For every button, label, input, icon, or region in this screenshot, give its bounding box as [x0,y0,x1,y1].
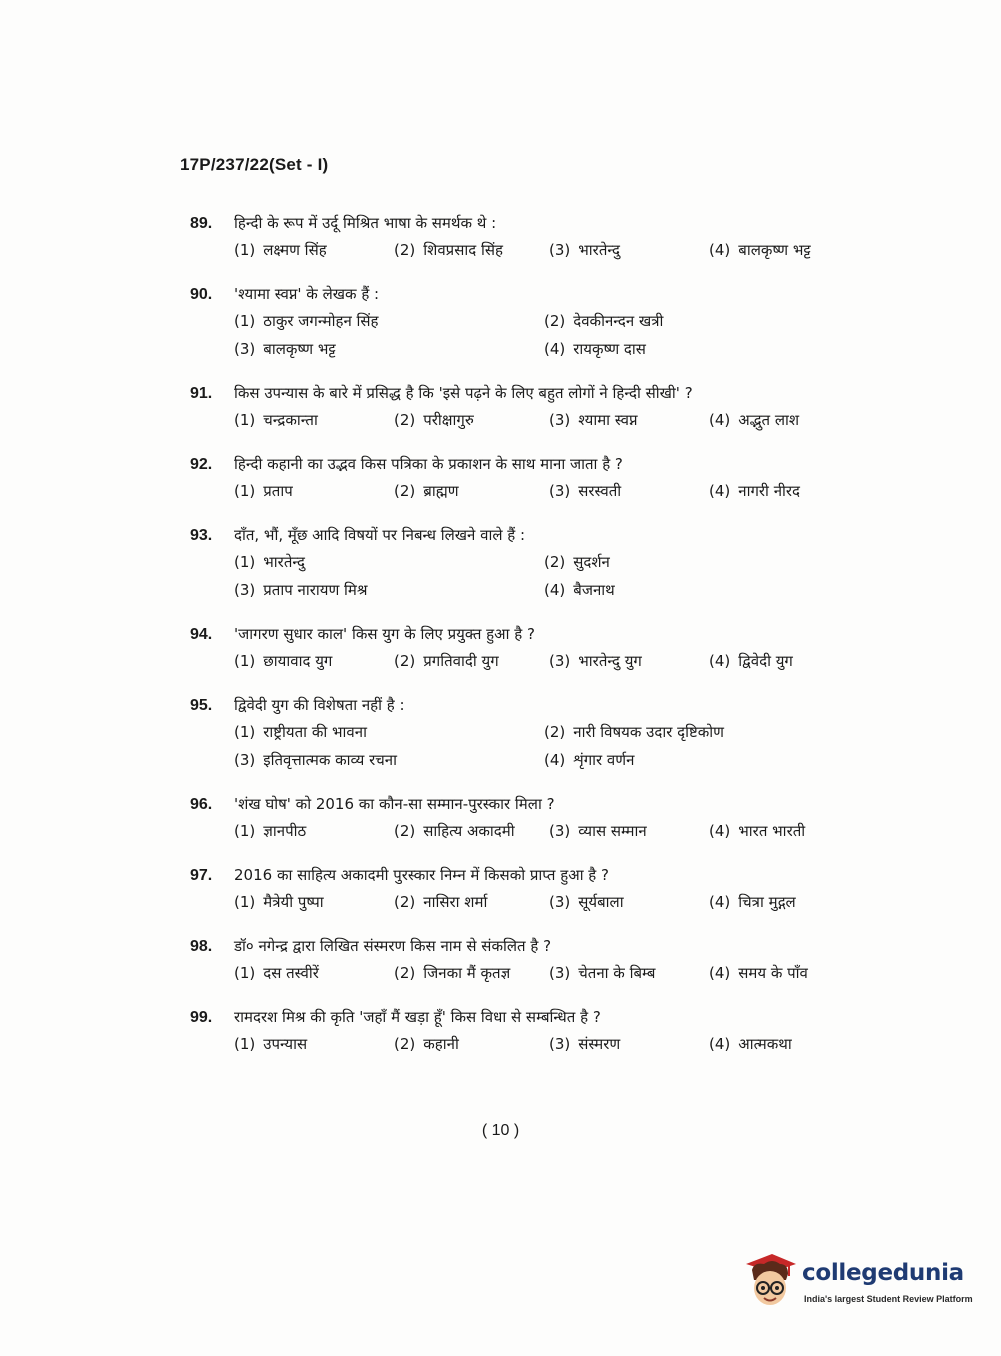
option-number: (2) [394,893,416,911]
question-text: डॉ० नगेन्द्र द्वारा लिखित संस्मरण किस नाम से संकलित है ? [234,937,552,955]
question-stem [190,935,850,957]
question-text: द्विवेदी युग की विशेषता नहीं है : [234,696,405,714]
option-text: साहित्य अकादमी [423,822,515,840]
option-number: (3) [234,340,256,358]
option-text: बालकृष्ण भट्ट [738,241,811,259]
question-number: 98. [190,938,213,955]
option-text: जिनका मैं कृतज्ञ [423,964,511,982]
option-list [234,409,850,431]
option-text: भारतेन्दु [578,241,620,259]
option-list [234,891,850,913]
option-text: प्रगतिवादी युग [423,652,499,670]
answer-option [234,650,394,672]
question-item [190,212,850,261]
option-list [234,1033,850,1055]
question-stem [190,694,850,716]
option-number: (1) [234,411,256,429]
option-text: सुदर्शन [573,553,610,571]
option-number: (4) [709,241,731,259]
option-text: भारतेन्दु [263,553,305,571]
option-text: द्विवेदी युग [738,652,793,670]
option-text: देवकीनन्दन खत्री [573,312,664,330]
option-number: (3) [549,964,571,982]
option-text: चन्द्रकान्ता [263,411,318,429]
question-number: 99. [190,1009,213,1026]
option-list [234,239,850,261]
option-number: (1) [234,553,256,571]
question-number: 89. [190,215,213,232]
answer-option [234,409,394,431]
option-number: (3) [549,241,571,259]
question-item [190,453,850,502]
answer-option [544,338,844,360]
option-number: (2) [394,822,416,840]
question-text: हिन्दी कहानी का उद्भव किस पत्रिका के प्रकाशन के साथ माना जाता है ? [234,455,623,473]
option-text: परीक्षागुरु [423,411,474,429]
option-text: भारत भारती [738,822,806,840]
question-item [190,864,850,913]
answer-option [544,749,844,771]
answer-option [234,239,394,261]
answer-option [234,721,544,743]
option-number: (3) [549,411,571,429]
option-text: भारतेन्दु युग [578,652,642,670]
option-number: (3) [549,1035,571,1053]
answer-option [234,891,394,913]
answer-option [549,409,709,431]
option-text: नागरी नीरद [738,482,801,500]
question-text: 'जागरण सुधार काल' किस युग के लिए प्रयुक्त हुआ है ? [234,625,535,643]
option-text: प्रताप नारायण मिश्र [263,581,368,599]
question-number: 94. [190,626,213,643]
answer-option [709,650,859,672]
option-number: (4) [709,411,731,429]
option-list [234,820,850,842]
option-number: (4) [709,893,731,911]
option-text: श्यामा स्वप्न [578,411,638,429]
question-list [190,212,850,1077]
option-number: (4) [709,964,731,982]
option-text: ज्ञानपीठ [263,822,307,840]
option-number: (2) [544,312,566,330]
question-item [190,623,850,672]
option-number: (1) [234,964,256,982]
option-text: बैजनाथ [573,581,615,599]
option-list [234,962,850,984]
option-list [234,551,850,601]
answer-option [709,891,859,913]
option-text: दस तस्वीरें [263,964,319,982]
question-item [190,382,850,431]
option-number: (4) [544,581,566,599]
answer-option [234,551,544,573]
option-text: इतिवृत्तात्मक काव्य रचना [263,751,397,769]
answer-option [234,579,544,601]
question-number: 95. [190,697,213,714]
option-text: समय के पाँव [738,964,808,982]
question-item [190,524,850,601]
answer-option [549,1033,709,1055]
option-text: उपन्यास [263,1035,308,1053]
answer-option [394,239,549,261]
option-number: (4) [544,340,566,358]
option-number: (3) [234,581,256,599]
question-stem [190,382,850,404]
question-text: 2016 का साहित्य अकादमी पुरस्कार निम्न में किसको प्राप्त हुआ है ? [234,866,609,884]
option-text: संस्मरण [578,1035,621,1053]
question-number: 93. [190,527,213,544]
paper-code: 17P/237/22(Set - I) [180,155,329,174]
answer-option [234,338,544,360]
answer-option [234,820,394,842]
answer-option [234,962,394,984]
option-number: (3) [234,751,256,769]
option-text: सूर्यबाला [578,893,624,911]
answer-option [394,480,549,502]
answer-option [234,749,544,771]
option-number: (2) [394,652,416,670]
option-text: चित्रा मुद्गल [738,893,796,911]
answer-option [709,480,859,502]
question-stem [190,524,850,546]
option-number: (1) [234,482,256,500]
option-text: नासिरा शर्मा [423,893,488,911]
option-number: (1) [234,822,256,840]
option-text: कहानी [423,1035,459,1053]
answer-option [394,962,549,984]
answer-option [544,721,844,743]
answer-option [394,1033,549,1055]
answer-option [549,480,709,502]
answer-option [709,820,859,842]
option-text: प्रताप [263,482,293,500]
option-text: लक्ष्मण सिंह [263,241,327,259]
answer-option [549,650,709,672]
mascot-icon [742,1250,798,1312]
question-text: हिन्दी के रूप में उर्दू मिश्रित भाषा के समर्थक थे : [234,214,497,232]
option-text: बालकृष्ण भट्ट [263,340,336,358]
option-text: चेतना के बिम्ब [578,964,656,982]
option-text: शिवप्रसाद सिंह [423,241,503,259]
option-number: (2) [394,1035,416,1053]
answer-option [549,891,709,913]
option-number: (2) [394,964,416,982]
option-text: राष्ट्रीयता की भावना [263,723,367,741]
option-number: (1) [234,241,256,259]
question-item [190,694,850,771]
answer-option [234,1033,394,1055]
option-number: (1) [234,652,256,670]
question-text: रामदरश मिश्र की कृति 'जहाँ मैं खड़ा हूँ' किस विधा से सम्बन्धित है ? [234,1008,601,1026]
option-text: ठाकुर जगन्मोहन सिंह [263,312,379,330]
question-text: 'शंख घोष' को 2016 का कौन-सा सम्मान-पुरस्कार मिला ? [234,795,555,813]
option-number: (3) [549,893,571,911]
brand-name: collegedunia [802,1260,964,1286]
answer-option [549,962,709,984]
option-number: (2) [544,553,566,571]
option-text: ब्राह्मण [423,482,459,500]
answer-option [549,820,709,842]
option-number: (4) [544,751,566,769]
option-number: (3) [549,482,571,500]
answer-option [544,310,844,332]
question-stem [190,283,850,305]
option-number: (3) [549,652,571,670]
option-text: शृंगार वर्णन [573,751,635,769]
question-text: 'श्यामा स्वप्न' के लेखक हैं : [234,285,380,303]
option-number: (3) [549,822,571,840]
question-text: किस उपन्यास के बारे में प्रसिद्ध है कि 'इसे पढ़ने के लिए बहुत लोगों ने हिन्दी सीखी' ? [234,384,693,402]
answer-option [234,480,394,502]
answer-option [544,551,844,573]
option-number: (4) [709,822,731,840]
question-number: 92. [190,456,213,473]
option-list [234,480,850,502]
question-number: 90. [190,286,213,303]
answer-option [544,579,844,601]
question-item [190,793,850,842]
answer-option [394,820,549,842]
question-stem [190,623,850,645]
page-number: ( 10 ) [481,1122,520,1139]
option-text: नारी विषयक उदार दृष्टिकोण [573,723,724,741]
option-text: सरस्वती [578,482,622,500]
option-text: मैत्रेयी पुष्पा [263,893,324,911]
option-number: (1) [234,893,256,911]
collegedunia-logo [742,1250,972,1320]
option-text: रायकृष्ण दास [573,340,646,358]
answer-option [709,962,859,984]
question-text: दाँत, भौं, मूँछ आदि विषयों पर निबन्ध लिखने वाले हैं : [234,526,526,544]
option-text: व्यास सम्मान [578,822,647,840]
answer-option [394,891,549,913]
option-number: (1) [234,312,256,330]
option-number: (1) [234,723,256,741]
option-number: (1) [234,1035,256,1053]
option-list [234,721,850,771]
brand-tagline: India's largest Student Review Platform [804,1294,973,1304]
option-number: (2) [394,241,416,259]
option-text: छायावाद युग [263,652,333,670]
question-stem [190,453,850,475]
option-number: (4) [709,1035,731,1053]
answer-option [394,409,549,431]
question-number: 96. [190,796,213,813]
answer-option [394,650,549,672]
question-item [190,1006,850,1055]
question-item [190,935,850,984]
option-number: (2) [394,482,416,500]
option-number: (2) [394,411,416,429]
option-list [234,650,850,672]
option-number: (4) [709,652,731,670]
question-item [190,283,850,360]
question-number: 97. [190,867,213,884]
answer-option [234,310,544,332]
question-stem [190,1006,850,1028]
answer-option [709,1033,859,1055]
answer-option [549,239,709,261]
option-list [234,310,850,360]
option-number: (2) [544,723,566,741]
question-number: 91. [190,385,213,402]
question-stem [190,793,850,815]
answer-option [709,239,859,261]
option-text: आत्मकथा [738,1035,792,1053]
question-stem [190,212,850,234]
option-text: अद्भुत लाश [738,411,800,429]
question-stem [190,864,850,886]
answer-option [709,409,859,431]
option-number: (4) [709,482,731,500]
